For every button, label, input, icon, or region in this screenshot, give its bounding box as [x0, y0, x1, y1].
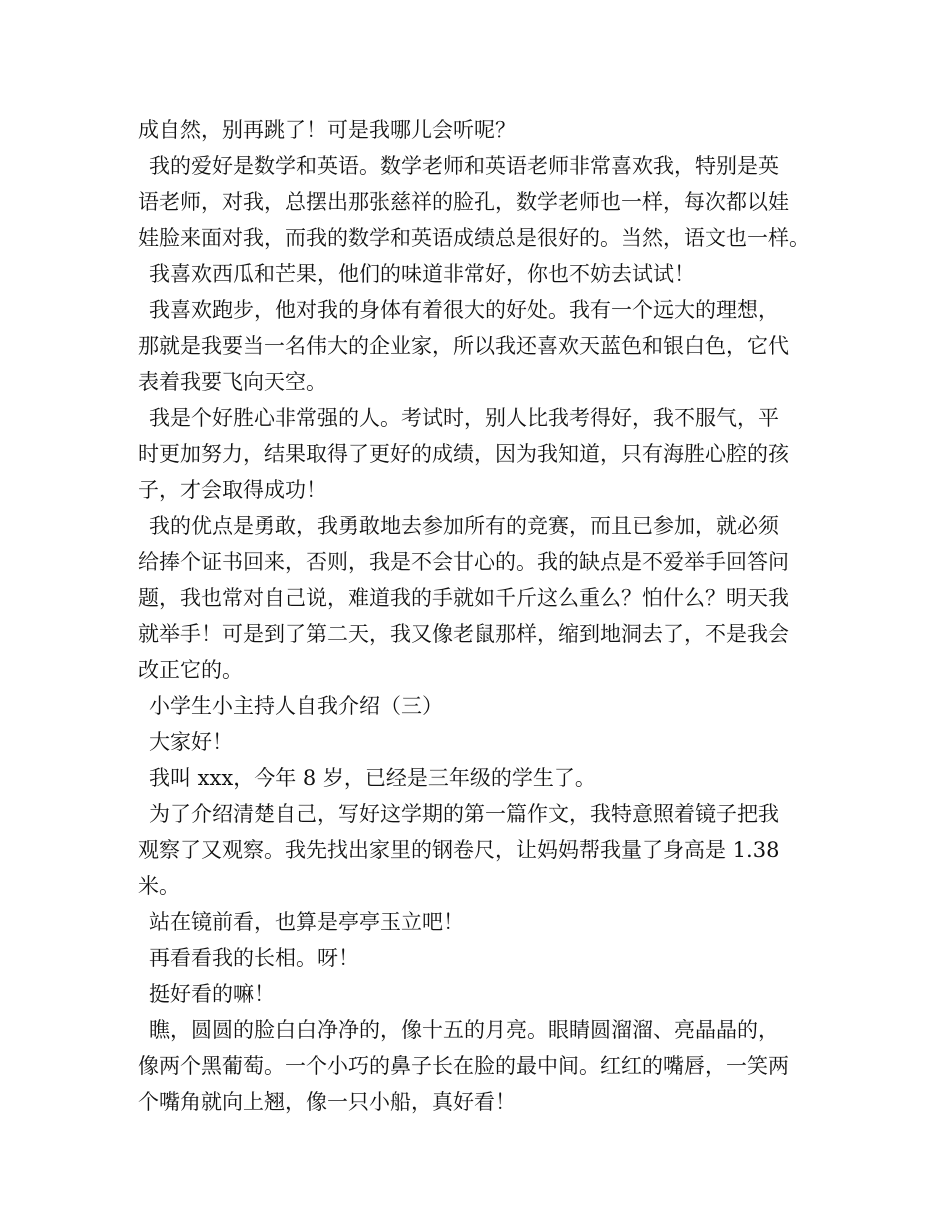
text-line: 子，才会取得成功！	[138, 478, 327, 502]
text-line: 挺好看的嘛！	[149, 982, 275, 1006]
text-line: 我叫 xxx，今年 8 岁，已经是三年级的学生了。	[149, 766, 596, 790]
text-line: 像两个黑葡萄。一个小巧的鼻子长在脸的最中间。红红的嘴唇，一笑两	[138, 1054, 789, 1078]
text-line: 题，我也常对自己说，难道我的手就如千斤这么重么？怕什么？明天我	[138, 586, 789, 610]
text-line: 瞧，圆圆的脸白白净净的，像十五的月亮。眼睛圆溜溜、亮晶晶的，	[149, 1018, 779, 1042]
text-line: 站在镜前看，也算是亭亭玉立吧！	[149, 910, 464, 934]
text-line: 观察了又观察。我先找出家里的钢卷尺，让妈妈帮我量了身高是 1.38	[138, 838, 780, 862]
text-line: 米。	[138, 874, 180, 898]
text-line: 为了介绍清楚自己，写好这学期的第一篇作文，我特意照着镜子把我	[149, 802, 779, 826]
text-line: 娃脸来面对我，而我的数学和英语成绩总是很好的。当然，语文也一样。	[138, 226, 810, 250]
text-line: 就举手！可是到了第二天，我又像老鼠那样，缩到地洞去了，不是我会	[138, 622, 789, 646]
text-line: 我的优点是勇敢，我勇敢地去参加所有的竞赛，而且已参加，就必须	[149, 514, 779, 538]
section-heading: 小学生小主持人自我介绍（三）	[149, 694, 443, 718]
text-line: 再看看我的长相。呀！	[149, 946, 359, 970]
text-line: 我喜欢西瓜和芒果，他们的味道非常好，你也不妨去试试！	[149, 262, 695, 286]
text-line: 给捧个证书回来，否则，我是不会甘心的。我的缺点是不爱举手回答问	[138, 550, 789, 574]
text-line: 大家好！	[149, 730, 233, 754]
text-line: 那就是我要当一名伟大的企业家，所以我还喜欢天蓝色和银白色，它代	[138, 334, 789, 358]
text-line: 改正它的。	[138, 658, 243, 682]
document-body	[138, 112, 828, 1120]
text-line: 个嘴角就向上翘，像一只小船，真好看！	[138, 1090, 516, 1114]
text-line: 时更加努力，结果取得了更好的成绩，因为我知道，只有海胜心腔的孩	[138, 442, 789, 466]
text-line: 语老师，对我，总摆出那张慈祥的脸孔，数学老师也一样，每次都以娃	[138, 190, 789, 214]
text-line: 成自然，别再跳了！可是我哪儿会听呢？	[138, 118, 516, 142]
text-line: 我是个好胜心非常强的人。考试时，别人比我考得好，我不服气，平	[149, 406, 779, 430]
text-line: 我喜欢跑步，他对我的身体有着很大的好处。我有一个远大的理想，	[149, 298, 779, 322]
text-line: 表着我要飞向天空。	[138, 370, 327, 394]
text-line: 我的爱好是数学和英语。数学老师和英语老师非常喜欢我，特别是英	[149, 154, 779, 178]
